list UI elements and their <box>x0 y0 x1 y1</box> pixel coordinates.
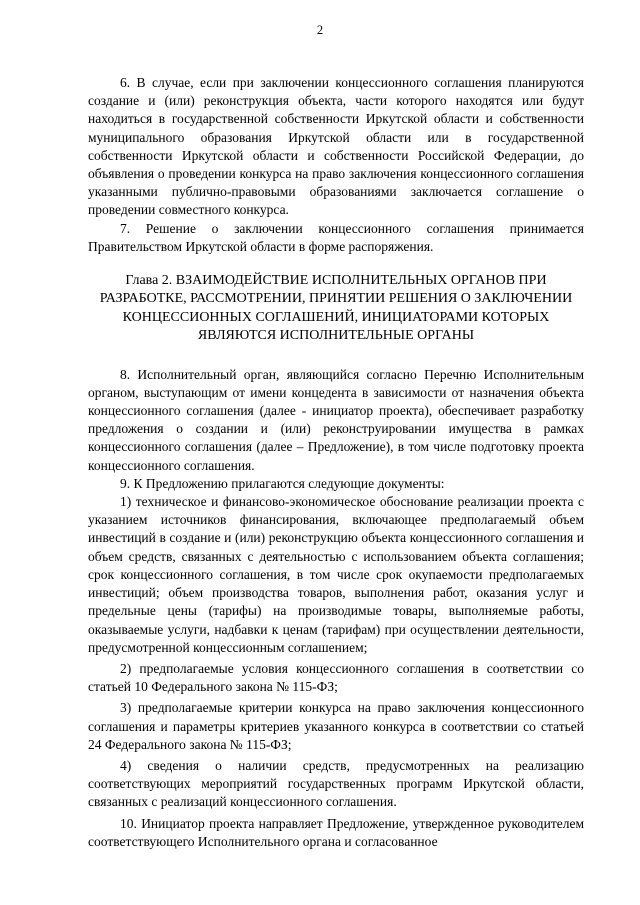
paragraph-8: 8. Исполнительный орган, являющийся согласно Перечню Исполнительным органом, выступающим от имени концедента в зависимости от назначения объекта концессионного соглашения (далее - инициатор проекта), обеспечивает разработку предложения о создании и (или) реконструировании имущества в рамках концессионного соглашения (далее – Предложение), в том числе подготовку проекта концессионного соглашения. <box>88 366 584 473</box>
list-item-1: 1) техническое и финансово-экономическое обоснование реализации проекта с указанием источников финансирования, включающее предполагаемый объем инвестиций в создание и (или) реконструкцию объекта концессионного соглашения и объем средств, связанных с деятельностью с использованием объекта соглашения; срок концессионного соглашения, в том числе срок окупаемости предполагаемых инвестиций; объем производства товаров, выполнения работ, оказания услуг и предельные цены (тарифы) на производимые товары, выполняемые работы, оказываемые услуги, надбавки к ценам (тарифам) при осуществлении деятельности, предусмотренной концессионным соглашением; <box>88 494 584 655</box>
list-item-4: 4) сведения о наличии средств, предусмотренных на реализацию соответствующих мероприятий государственных программ Иркутской области, связанных с реализаций концессионного соглашения. <box>88 757 584 810</box>
paragraph-6: 6. В случае, если при заключении концессионного соглашения планируются создание и (или) реконструкция объекта, части которого находятся или будут находиться в государственной собственности Иркутской области и собственности муниципального образования Иркутской области или в государственной собственности Иркутской области и собственности Российской Федерации, до объявления о проведении конкурса на право заключения концессионного соглашения указанными публично-правовыми образованиями заключается соглашение о проведении совместного конкурса. <box>88 75 584 218</box>
document-body <box>88 74 584 851</box>
paragraph-7: 7. Решение о заключении концессионного соглашения принимается Правительством Иркутской области в форме распоряжения. <box>88 220 584 254</box>
list-item-2: 2) предполагаемые условия концессионного соглашения в соответствии со статьей 10 Федерального закона № 115-ФЗ; <box>88 660 584 695</box>
paragraph-10: 10. Инициатор проекта направляет Предложение, утвержденное руководителем соответствующего Исполнительного органа и согласованное <box>88 815 584 849</box>
page-number: 2 <box>316 23 324 37</box>
chapter-heading: Глава 2. ВЗАИМОДЕЙСТВИЕ ИСПОЛНИТЕЛЬНЫХ ОРГАНОВ ПРИ РАЗРАБОТКЕ, РАССМОТРЕНИИ, ПРИНЯТИИ РЕШЕНИЯ О ЗАКЛЮЧЕНИИ КОНЦЕССИОННЫХ СОГЛАШЕНИЙ, ИНИЦИАТОРАМИ КОТОРЫХ ЯВЛЯЮТСЯ ИСПОЛНИТЕЛЬНЫЕ ОРГАНЫ <box>99 273 573 344</box>
list-item-3: 3) предполагаемые критерии конкурса на право заключения концессионного соглашения и параметры критериев указанного конкурса в соответствии со статьей 24 Федерального закона № 115-ФЗ; <box>88 700 584 752</box>
paragraph-9: 9. К Предложению прилагаются следующие документы: <box>120 475 445 491</box>
